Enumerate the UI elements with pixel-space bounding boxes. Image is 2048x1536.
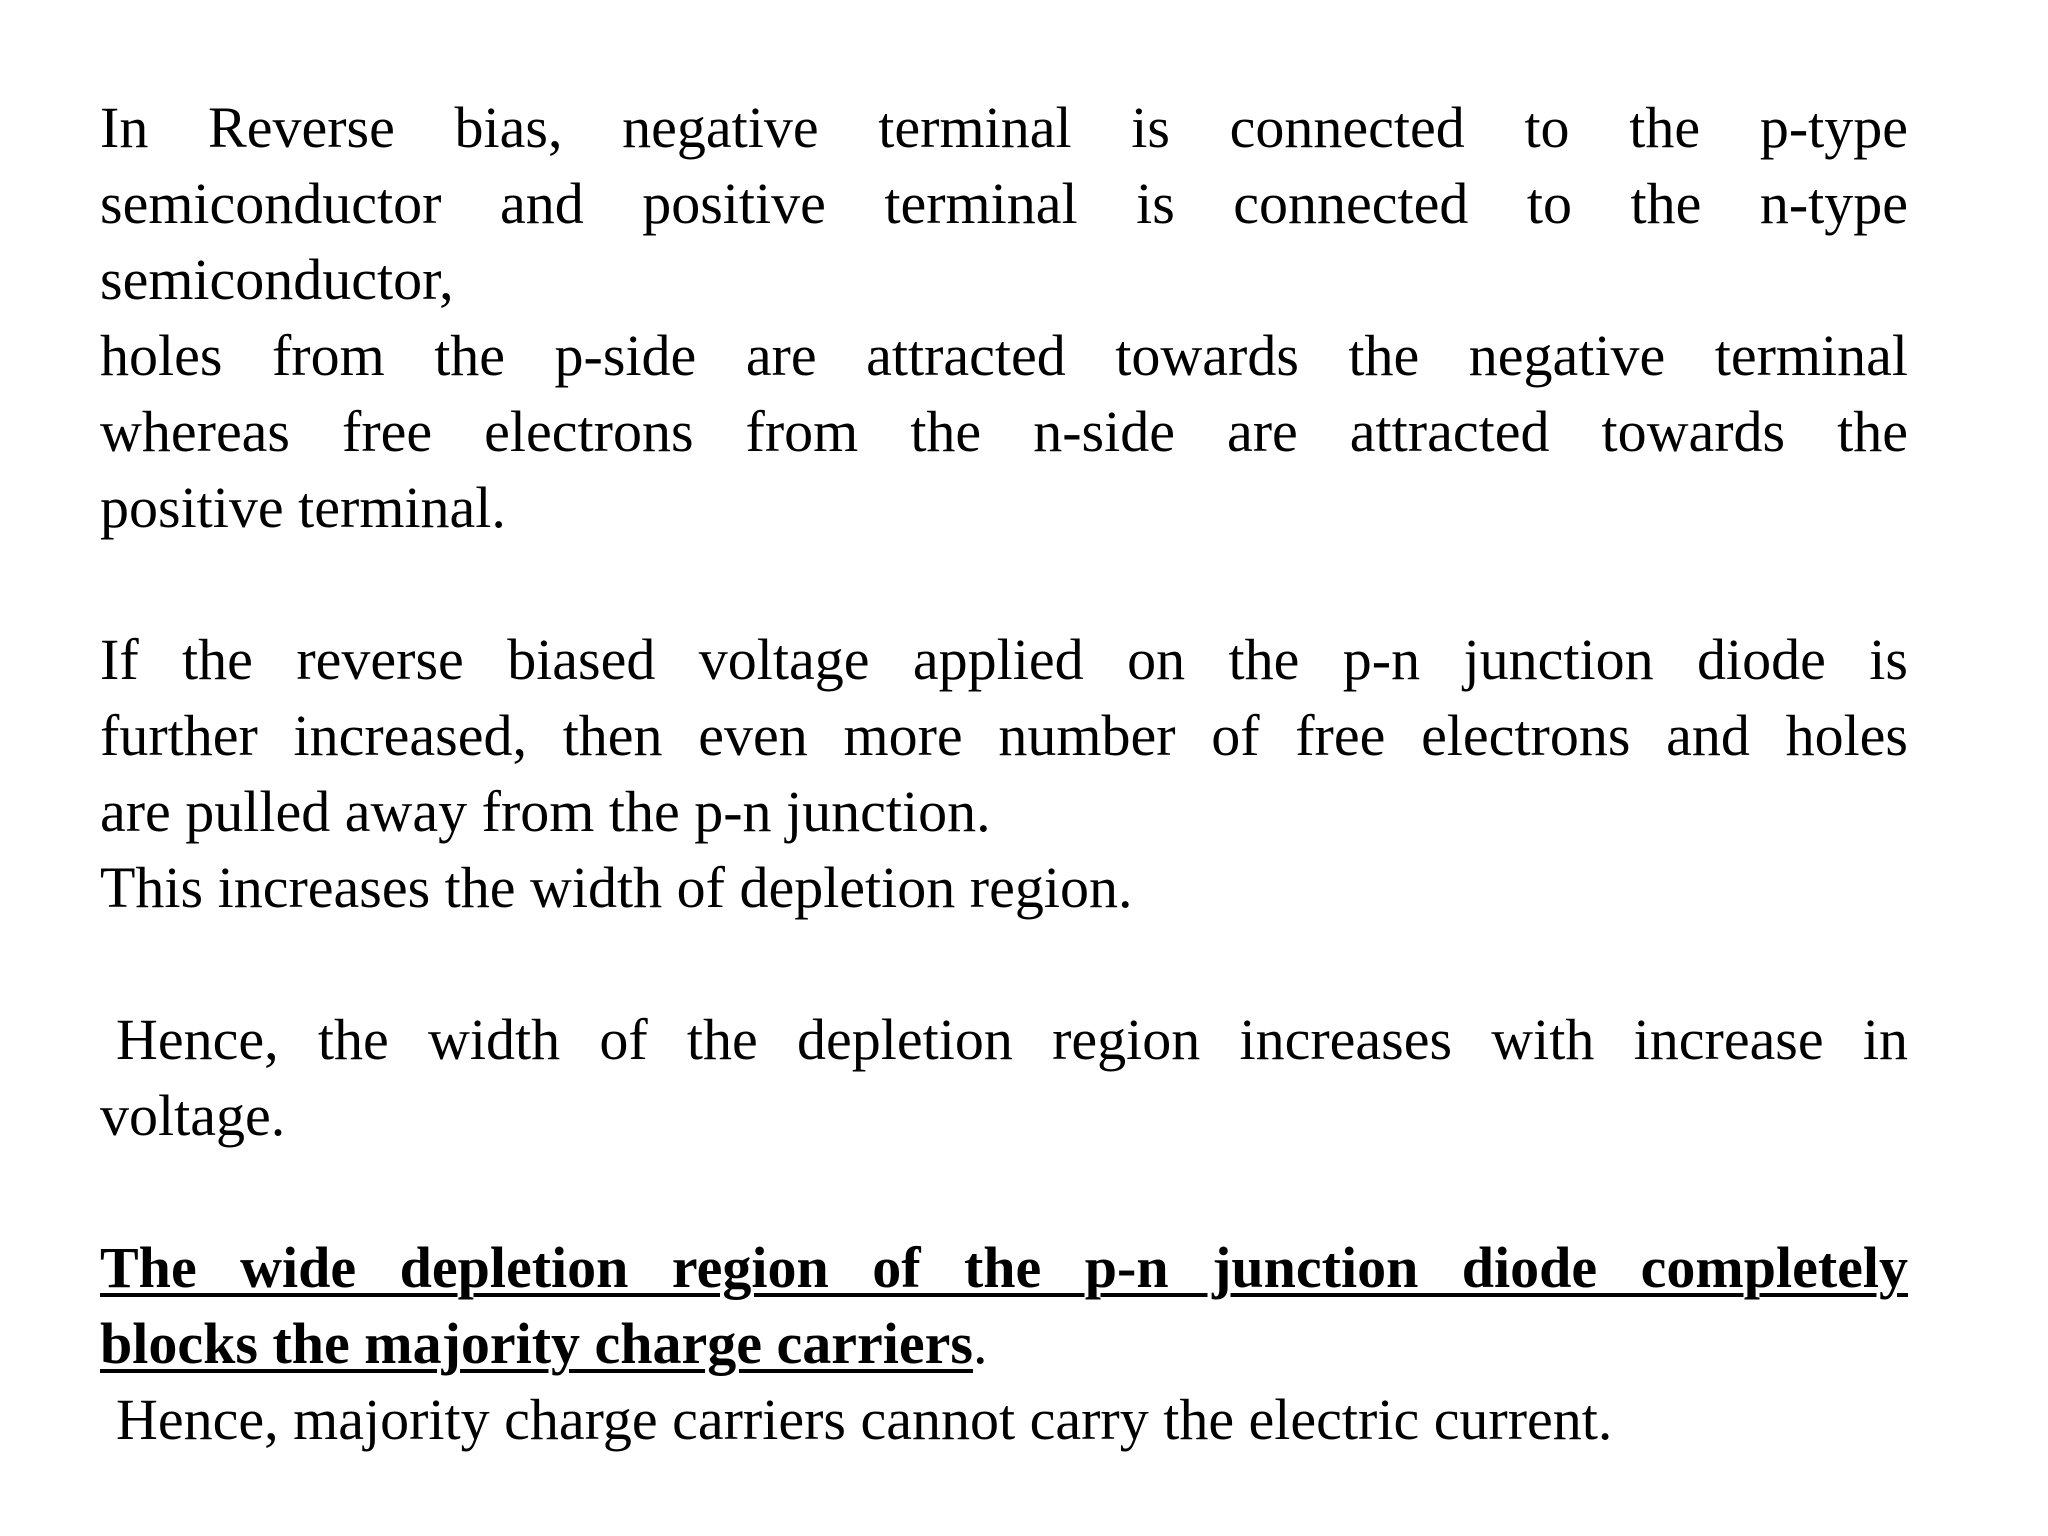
text-line [100, 1306, 1908, 1382]
text-line: semiconductor and positive terminal is connected to the n-type [100, 171, 1908, 236]
text-line: holes from the p-side are attracted towards the negative terminal [100, 323, 1908, 388]
text-line: This increases the width of depletion region. [100, 855, 1133, 920]
text-line: If the reverse biased voltage applied on the p-n junction diode is [100, 627, 1908, 692]
paragraph-majority-carriers [100, 1230, 1908, 1458]
paragraph-reverse-bias [100, 90, 1908, 546]
text-line: semiconductor, [100, 247, 454, 312]
bold-underlined-text: blocks the majority charge carriers [100, 1311, 973, 1376]
text-line: positive terminal. [100, 475, 506, 540]
period-text: . [972, 1311, 988, 1376]
text-line: whereas free electrons from the n-side are attracted towards the [100, 399, 1908, 464]
paragraph-increased-voltage [100, 622, 1908, 926]
bold-underlined-line: The wide depletion region of the p-n junction diode completely [100, 1235, 1908, 1300]
text-line: Hence, the width of the depletion region increases with increase in [116, 1007, 1908, 1072]
text-line: voltage. [100, 1083, 286, 1148]
text-line: In Reverse bias, negative terminal is connected to the p-type [100, 95, 1908, 160]
paragraph-depletion-width [100, 1002, 1908, 1154]
text-line: Hence, majority charge carriers cannot carry the electric current. [116, 1387, 1613, 1452]
text-line: are pulled away from the p-n junction. [100, 779, 991, 844]
text-line: further increased, then even more number of free electrons and holes [100, 703, 1908, 768]
